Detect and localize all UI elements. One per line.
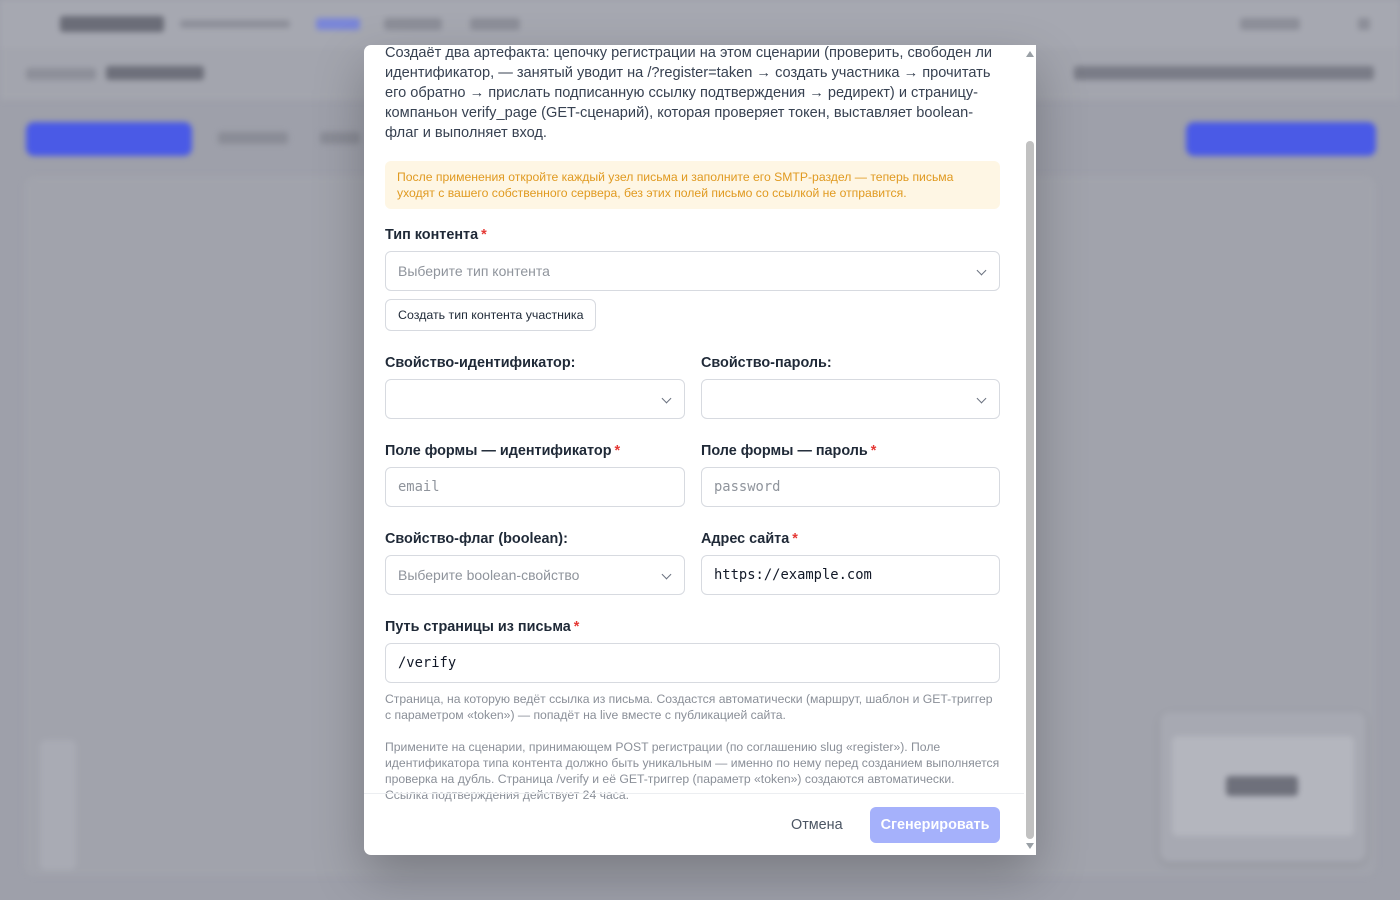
flag-property-label: Свойство-флаг (boolean): <box>385 531 568 547</box>
required-mark: * <box>573 619 580 635</box>
required-mark: * <box>792 531 798 547</box>
form-password-label-text: Поле формы — пароль <box>701 443 868 459</box>
scroll-up-icon[interactable] <box>1026 51 1034 57</box>
flag-property-placeholder: Выберите boolean-свойство <box>398 567 580 583</box>
bg-sidebar <box>40 740 76 870</box>
bg-primary-button <box>26 122 192 156</box>
scrollbar-thumb[interactable] <box>1026 141 1034 839</box>
content-type-placeholder: Выберите тип контента <box>398 263 550 279</box>
bg-logo <box>60 16 164 32</box>
smtp-warning: После применения откройте каждый узел письма и заполните его SMTP-раздел — теперь письма уходят с вашего собственного сервера, без этих полей письмо со ссылкой не отправится. <box>385 161 1000 209</box>
generate-button[interactable]: Сгенерировать <box>870 807 1000 843</box>
content-type-group <box>385 225 1000 331</box>
bg-primary-button <box>1186 122 1376 156</box>
site-address-input[interactable] <box>701 555 1000 595</box>
form-identifier-placeholder: email <box>398 479 440 495</box>
form-password-input[interactable] <box>701 467 1000 507</box>
verify-path-label-text: Путь страницы из письма <box>385 619 571 635</box>
form-identifier-input[interactable] <box>385 467 685 507</box>
chevron-down-icon <box>977 266 987 276</box>
dialog-description: Создаёт два артефакта: цепочку регистрации на этом сценарии (проверить, свободен ли идентификатор, — занятый уводит на /?register=taken → создать участника → прочитать его обратно → прислать подписанную ссылку подтверждения → редирект) и страницу-компаньон verify_page (GET-сценарий), которая проверяет токен, выставляет boolean-флаг и выполняет вход. <box>385 45 993 141</box>
verify-path-label <box>385 617 1000 637</box>
form-identifier-group <box>385 441 685 507</box>
identifier-property-label: Свойство-идентификатор: <box>385 355 576 371</box>
chevron-down-icon <box>662 570 672 580</box>
scroll-down-icon[interactable] <box>1026 843 1034 849</box>
property-row <box>385 353 1000 419</box>
bg-close-icon <box>1358 18 1370 30</box>
verify-path-input[interactable] <box>385 643 1000 683</box>
form-fields-row <box>385 441 1000 507</box>
content-type-label <box>385 225 1000 245</box>
form-identifier-label <box>385 441 685 461</box>
bg-user <box>1240 18 1300 30</box>
bg-link <box>320 132 360 144</box>
identifier-property-select[interactable] <box>385 379 685 419</box>
flag-site-row <box>385 529 1000 595</box>
verify-path-hint: Страница, на которую ведёт ссылка из письма. Создастся автоматически (маршрут, шаблон и GET-триггер с параметром «token») — попадёт на live вместе с публикацией сайта. <box>385 692 993 722</box>
chevron-down-icon <box>662 394 672 404</box>
dialog-scroll-area[interactable] <box>364 45 1024 802</box>
form-password-group <box>701 441 1000 507</box>
site-address-label-text: Адрес сайта <box>701 531 790 547</box>
bg-link <box>218 132 288 144</box>
form-password-label <box>701 441 1000 461</box>
cancel-button[interactable]: Отмена <box>791 817 843 833</box>
verify-path-value: /verify <box>398 655 457 671</box>
password-property-select[interactable] <box>701 379 1000 419</box>
bg-breadcrumb <box>180 20 290 28</box>
required-mark: * <box>481 227 487 243</box>
chevron-down-icon <box>977 394 987 404</box>
form-password-placeholder: password <box>714 479 781 495</box>
create-content-type-button[interactable]: Создать тип контента участника <box>385 299 596 331</box>
site-address-label <box>701 529 1000 549</box>
bg-crumb <box>106 66 204 80</box>
dialog-content <box>385 45 1000 803</box>
site-address-group <box>701 529 1000 595</box>
required-mark: * <box>614 443 621 459</box>
flag-property-select[interactable] <box>385 555 685 595</box>
bg-status-text <box>1074 66 1374 80</box>
identifier-property-group <box>385 353 685 419</box>
password-property-group <box>701 353 1000 419</box>
password-property-label: Свойство-пароль: <box>701 355 832 371</box>
dialog-footer <box>364 793 1024 855</box>
site-address-value: https://example.com <box>714 567 872 583</box>
bg-crumb <box>26 68 96 80</box>
content-type-select[interactable] <box>385 251 1000 291</box>
flag-property-group <box>385 529 685 595</box>
dialog-footnote: Примените на сценарии, принимающем POST регистрации (по соглашению slug «register»). Поле идентификатора типа контента должно быть уникальным — именно по нему перед созданием выполняется проверка на дубль. Страница /verify и её GET-триггер (параметр «token») создаются автоматически. Ссылка подтверждения действует 24 часа. <box>385 740 1000 802</box>
dialog-scrollbar[interactable] <box>1024 45 1036 855</box>
form-identifier-label-text: Поле формы — идентификатор <box>385 443 612 459</box>
generate-dialog <box>364 45 1036 855</box>
required-mark: * <box>870 443 877 459</box>
bg-card-pill <box>1226 776 1298 796</box>
verify-path-group <box>385 617 1000 723</box>
bg-tab-active <box>316 18 360 30</box>
content-type-label-text: Тип контента <box>385 227 479 243</box>
bg-tab <box>384 18 442 30</box>
bg-tab <box>470 18 520 30</box>
